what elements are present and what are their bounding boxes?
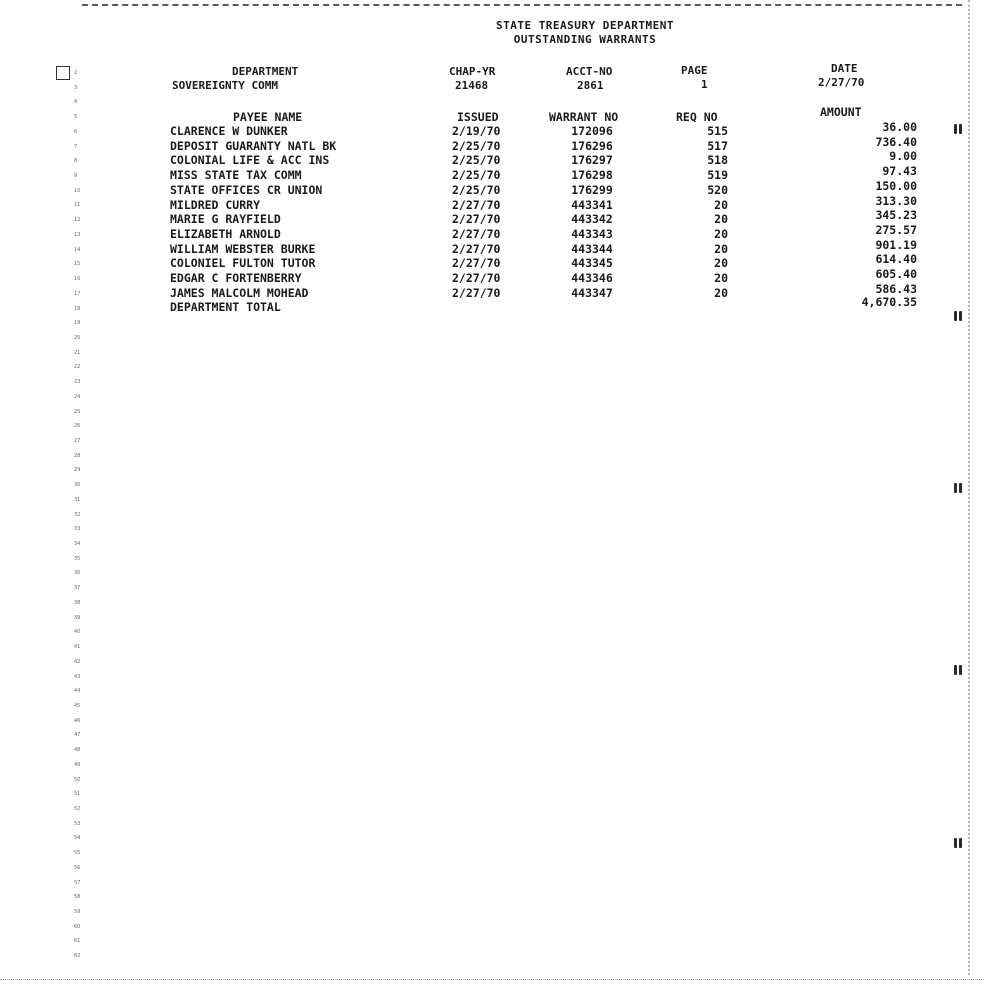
line-number: 43: [74, 673, 81, 680]
cell-amount: 150.00: [875, 178, 917, 193]
line-number: 28: [74, 452, 81, 459]
line-number: 18: [74, 305, 81, 312]
cell-issued: 2/19/70: [452, 124, 501, 138]
date-label: DATE: [831, 62, 858, 75]
cell-req: 517: [707, 138, 728, 153]
bottom-perforation: [0, 979, 984, 980]
date-value: 2/27/70: [818, 76, 865, 89]
cell-issued: 2/27/70: [452, 285, 501, 300]
cell-payee: MILDRED CURRY: [170, 197, 261, 212]
line-number: 57: [74, 879, 81, 886]
cell-amount: 614.40: [875, 252, 917, 267]
line-number: 7: [74, 143, 78, 150]
cell-warrant: 443343: [571, 226, 613, 241]
line-number: 55: [74, 850, 81, 857]
line-number: 15: [74, 261, 81, 268]
chap-yr-label: CHAP-YR: [449, 65, 496, 78]
line-number: 37: [74, 585, 81, 592]
line-number: 61: [74, 938, 81, 945]
line-number: 62: [74, 953, 81, 960]
line-number: 53: [74, 820, 81, 827]
column-header-amount: AMOUNT: [820, 105, 862, 119]
cell-amount: 345.23: [875, 208, 917, 223]
cell-payee: MISS STATE TAX COMM: [170, 168, 302, 183]
cell-amount: 9.00: [889, 149, 917, 164]
line-number: 50: [74, 776, 81, 783]
cell-warrant: 443347: [571, 285, 613, 300]
department-value: SOVEREIGNTY COMM: [172, 79, 278, 92]
line-number: 35: [74, 555, 81, 562]
cell-issued: 2/25/70: [452, 182, 501, 197]
line-number: 22: [74, 364, 81, 371]
line-number: 39: [74, 614, 81, 621]
line-number: 42: [74, 658, 81, 665]
line-number: 59: [74, 909, 81, 916]
report-title: STATE TREASURY DEPARTMENT: [495, 19, 675, 32]
line-number: 16: [74, 276, 81, 283]
cell-req: 20: [714, 241, 728, 256]
line-number: 19: [74, 320, 81, 327]
page-label: PAGE: [681, 64, 708, 77]
cell-payee: JAMES MALCOLM MOHEAD: [170, 285, 309, 300]
binder-hole-icon: [951, 482, 965, 494]
cell-warrant: 443341: [571, 197, 613, 212]
cell-warrant: 443342: [571, 212, 613, 227]
line-number: 2: [74, 70, 78, 76]
column-header-req: REQ NO: [676, 110, 718, 124]
cell-amount: 36.00: [882, 120, 917, 134]
top-tear-line: [82, 4, 962, 6]
cell-payee: CLARENCE W DUNKER: [170, 124, 288, 138]
line-number: 24: [74, 393, 81, 400]
line-number: 45: [74, 702, 81, 709]
line-number: 23: [74, 379, 81, 386]
cell-amount: 97.43: [882, 164, 917, 179]
cell-req: 20: [714, 197, 728, 212]
line-number: 54: [74, 835, 81, 842]
line-number: 26: [74, 423, 81, 430]
line-number: 33: [74, 526, 81, 533]
report-subtitle: OUTSTANDING WARRANTS: [513, 33, 657, 46]
cell-req: 515: [707, 124, 728, 138]
line-number: 40: [74, 629, 81, 636]
line-number: 44: [74, 688, 81, 695]
cell-issued: 2/27/70: [452, 256, 501, 271]
line-number: 52: [74, 806, 81, 812]
line-number: 10: [74, 187, 81, 194]
cell-warrant: 443344: [571, 241, 613, 256]
cell-warrant: 176298: [571, 168, 613, 183]
line-number: 11: [74, 202, 81, 209]
line-number: 29: [74, 467, 81, 474]
line-number: 56: [74, 864, 81, 871]
cell-warrant: 172096: [571, 124, 613, 138]
cell-issued: 2/25/70: [452, 138, 501, 153]
line-number: 41: [74, 644, 81, 651]
cell-req: 20: [714, 256, 728, 271]
line-number: 31: [74, 496, 81, 503]
column-header-issued: ISSUED: [457, 110, 499, 124]
cell-amount: 736.40: [875, 134, 917, 149]
line-number: 20: [74, 334, 81, 341]
cell-req: 20: [714, 212, 728, 227]
chap-yr-value: 21468: [455, 79, 489, 92]
column-header-payee: PAYEE NAME: [233, 110, 303, 124]
line-number: 5: [74, 114, 78, 121]
cell-req: 518: [707, 153, 728, 168]
cell-issued: 2/25/70: [452, 168, 501, 183]
cell-issued: 2/27/70: [452, 241, 501, 256]
cell-amount: 313.30: [875, 193, 917, 208]
page-value: 1: [701, 78, 708, 91]
line-number: 25: [74, 408, 81, 415]
cell-req: 520: [707, 182, 728, 197]
line-number: 3: [74, 84, 78, 91]
cell-payee: WILLIAM WEBSTER BURKE: [170, 241, 316, 256]
line-number: 17: [74, 290, 81, 297]
cell-req: 519: [707, 168, 728, 183]
line-number: 60: [74, 923, 81, 930]
acct-no-value: 2861: [577, 79, 604, 92]
line-number: 12: [74, 217, 81, 224]
cell-payee: MARIE G RAYFIELD: [170, 212, 281, 227]
line-number: 27: [74, 438, 81, 444]
cell-payee: COLONIEL FULTON TUTOR: [170, 256, 316, 271]
department-label: DEPARTMENT: [232, 65, 299, 78]
cell-warrant: 176297: [571, 153, 613, 168]
department-total-amount: 4,670.35: [861, 295, 917, 309]
line-number: 6: [74, 128, 78, 135]
line-number: 13: [74, 231, 81, 238]
cell-payee: COLONIAL LIFE & ACC INS: [170, 153, 330, 168]
cell-amount: 901.19: [875, 237, 917, 252]
line-number: 32: [74, 511, 81, 518]
line-number: 30: [74, 482, 81, 489]
cell-amount: 605.40: [875, 267, 917, 281]
binder-hole-icon: [951, 664, 965, 676]
line-number: 8: [74, 158, 78, 165]
cell-payee: STATE OFFICES CR UNION: [170, 182, 323, 197]
cell-req: 20: [714, 271, 728, 285]
line-number: 46: [74, 717, 81, 724]
cell-req: 20: [714, 285, 728, 300]
line-number: 51: [74, 791, 81, 798]
checkbox-icon: [56, 66, 70, 80]
cell-issued: 2/27/70: [452, 226, 501, 241]
department-total-label: DEPARTMENT TOTAL: [170, 300, 281, 314]
line-number: 36: [74, 570, 81, 577]
line-number: 47: [74, 732, 81, 739]
line-number: 21: [74, 349, 81, 356]
department-total-row: [0, 295, 984, 314]
cell-issued: 2/27/70: [452, 271, 501, 285]
cell-req: 20: [714, 226, 728, 241]
line-number: 34: [74, 541, 81, 548]
line-number: 14: [74, 246, 81, 253]
cell-amount: 275.57: [875, 222, 917, 237]
cell-warrant: 176299: [571, 182, 613, 197]
acct-no-label: ACCT-NO: [566, 65, 613, 78]
cell-payee: EDGAR C FORTENBERRY: [170, 271, 302, 285]
column-header-warrant: WARRANT NO: [549, 110, 619, 124]
cell-warrant: 443345: [571, 256, 613, 271]
cell-issued: 2/27/70: [452, 212, 501, 227]
binder-hole-icon: [951, 837, 965, 849]
cell-issued: 2/27/70: [452, 197, 501, 212]
line-number: 58: [74, 894, 81, 901]
cell-warrant: 176296: [571, 138, 613, 153]
cell-payee: ELIZABETH ARNOLD: [170, 226, 281, 241]
cell-amount: 586.43: [875, 281, 917, 296]
line-number: 9: [74, 173, 78, 180]
cell-issued: 2/25/70: [452, 153, 501, 168]
line-number: 38: [74, 599, 81, 606]
cell-warrant: 443346: [571, 271, 613, 285]
line-number: 4: [74, 99, 78, 106]
line-number: 49: [74, 761, 81, 768]
line-number: 48: [74, 747, 81, 754]
cell-payee: DEPOSIT GUARANTY NATL BK: [170, 138, 337, 153]
